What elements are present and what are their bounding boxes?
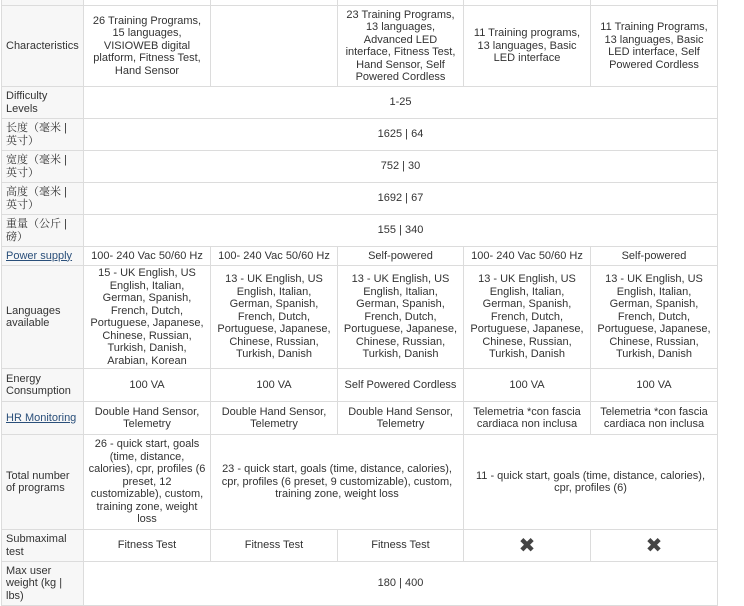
row-label: 高度（毫米 | 英寸）	[2, 183, 84, 215]
spec-cell: Self-powered	[338, 247, 464, 266]
spec-cell: 13 - UK English, US English, Italian, German, Spanish, French, Dutch, Portuguese, Japanese, Chinese, Russian, Turkish, Danish	[338, 266, 464, 369]
spec-cell: 11 Training Programs, 13 languages, Basic LED interface, Self Powered Cordless	[591, 6, 718, 87]
spec-cell: Self-powered	[591, 247, 718, 266]
power-supply-link[interactable]: Power supply	[6, 249, 73, 262]
width-row	[2, 151, 718, 183]
row-label: Total number of programs	[2, 435, 84, 530]
spec-cell: 752 | 30	[84, 151, 718, 183]
row-label: Submaximal test	[2, 530, 84, 562]
spec-cell: 13 - UK English, US English, Italian, German, Spanish, French, Dutch, Portuguese, Japanese, Chinese, Russian, Turkish, Danish	[464, 266, 591, 369]
spec-cell: 100 VA	[464, 369, 591, 402]
spec-cell: 155 | 340	[84, 215, 718, 247]
spec-cell: 100 VA	[84, 369, 211, 402]
spec-cell: 180 | 400	[84, 562, 718, 606]
row-label: 长度（毫米 | 英寸）	[2, 119, 84, 151]
length-row	[2, 119, 718, 151]
characteristics-row	[2, 6, 718, 87]
spec-cell: 23 - quick start, goals (time, distance, calories), cpr, profiles (6 preset, 9 customizable), custom, training zone, weight loss	[211, 435, 464, 530]
hr-monitoring-link[interactable]: HR Monitoring	[6, 411, 77, 424]
spec-cell	[591, 530, 718, 562]
submaximal-row	[2, 530, 718, 562]
x-mark-icon: ✖	[645, 534, 663, 557]
spec-cell: 100- 240 Vac 50/60 Hz	[84, 247, 211, 266]
energy-row	[2, 369, 718, 402]
spec-cell	[464, 530, 591, 562]
programs-row	[2, 435, 718, 530]
row-label: Max user weight (kg | lbs)	[2, 562, 84, 606]
row-label: Energy Consumption	[2, 369, 84, 402]
spec-cell: 15 - UK English, US English, Italian, German, Spanish, French, Dutch, Portuguese, Japanese, Chinese, Russian, Turkish, Danish, Arabian, Korean	[84, 266, 211, 369]
spec-table	[1, 0, 718, 606]
spec-cell: 100- 240 Vac 50/60 Hz	[464, 247, 591, 266]
spec-cell: 1625 | 64	[84, 119, 718, 151]
row-label: 宽度（毫米 | 英寸）	[2, 151, 84, 183]
spec-cell: 26 Training Programs, 15 languages, VISIOWEB digital platform, Fitness Test, Hand Sensor	[84, 6, 211, 87]
hr-monitoring-row	[2, 402, 718, 435]
spec-cell: 1-25	[84, 87, 718, 119]
height-row	[2, 183, 718, 215]
spec-cell: 100- 240 Vac 50/60 Hz	[211, 247, 338, 266]
languages-row	[2, 266, 718, 369]
weight-row	[2, 215, 718, 247]
spec-cell: Telemetria *con fascia cardiaca non inclusa	[464, 402, 591, 435]
difficulty-row	[2, 87, 718, 119]
row-label: Difficulty Levels	[2, 87, 84, 119]
power-supply-row	[2, 247, 718, 266]
spec-cell: Double Hand Sensor, Telemetry	[211, 402, 338, 435]
row-label: Characteristics	[2, 6, 84, 87]
spec-cell: Double Hand Sensor, Telemetry	[84, 402, 211, 435]
spec-cell: Self Powered Cordless	[338, 369, 464, 402]
spec-cell: 100 VA	[591, 369, 718, 402]
row-label: 重量（公斤 | 磅）	[2, 215, 84, 247]
spec-cell: 23 Training Programs, 13 languages, Advanced LED interface, Fitness Test, Hand Sensor, Self Powered Cordless	[338, 6, 464, 87]
row-label	[2, 402, 84, 435]
spec-cell: 13 - UK English, US English, Italian, German, Spanish, French, Dutch, Portuguese, Japanese, Chinese, Russian, Turkish, Danish	[591, 266, 718, 369]
spec-cell: Fitness Test	[84, 530, 211, 562]
row-label	[2, 247, 84, 266]
spec-cell: 1692 | 67	[84, 183, 718, 215]
spec-cell: 100 VA	[211, 369, 338, 402]
spec-cell: 11 - quick start, goals (time, distance, calories), cpr, profiles (6)	[464, 435, 718, 530]
spec-cell: Fitness Test	[338, 530, 464, 562]
spec-cell: 13 - UK English, US English, Italian, German, Spanish, French, Dutch, Portuguese, Japanese, Chinese, Russian, Turkish, Danish	[211, 266, 338, 369]
spec-cell: Double Hand Sensor, Telemetry	[338, 402, 464, 435]
spec-cell	[211, 6, 338, 87]
spec-cell: 26 - quick start, goals (time, distance, calories), cpr, profiles (6 preset, 12 customizable), custom, training zone, weight loss	[84, 435, 211, 530]
x-mark-icon: ✖	[518, 534, 536, 557]
spec-cell: Telemetria *con fascia cardiaca non inclusa	[591, 402, 718, 435]
spec-cell: 11 Training programs, 13 languages, Basic LED interface	[464, 6, 591, 87]
spec-cell: Fitness Test	[211, 530, 338, 562]
row-label: Languages available	[2, 266, 84, 369]
